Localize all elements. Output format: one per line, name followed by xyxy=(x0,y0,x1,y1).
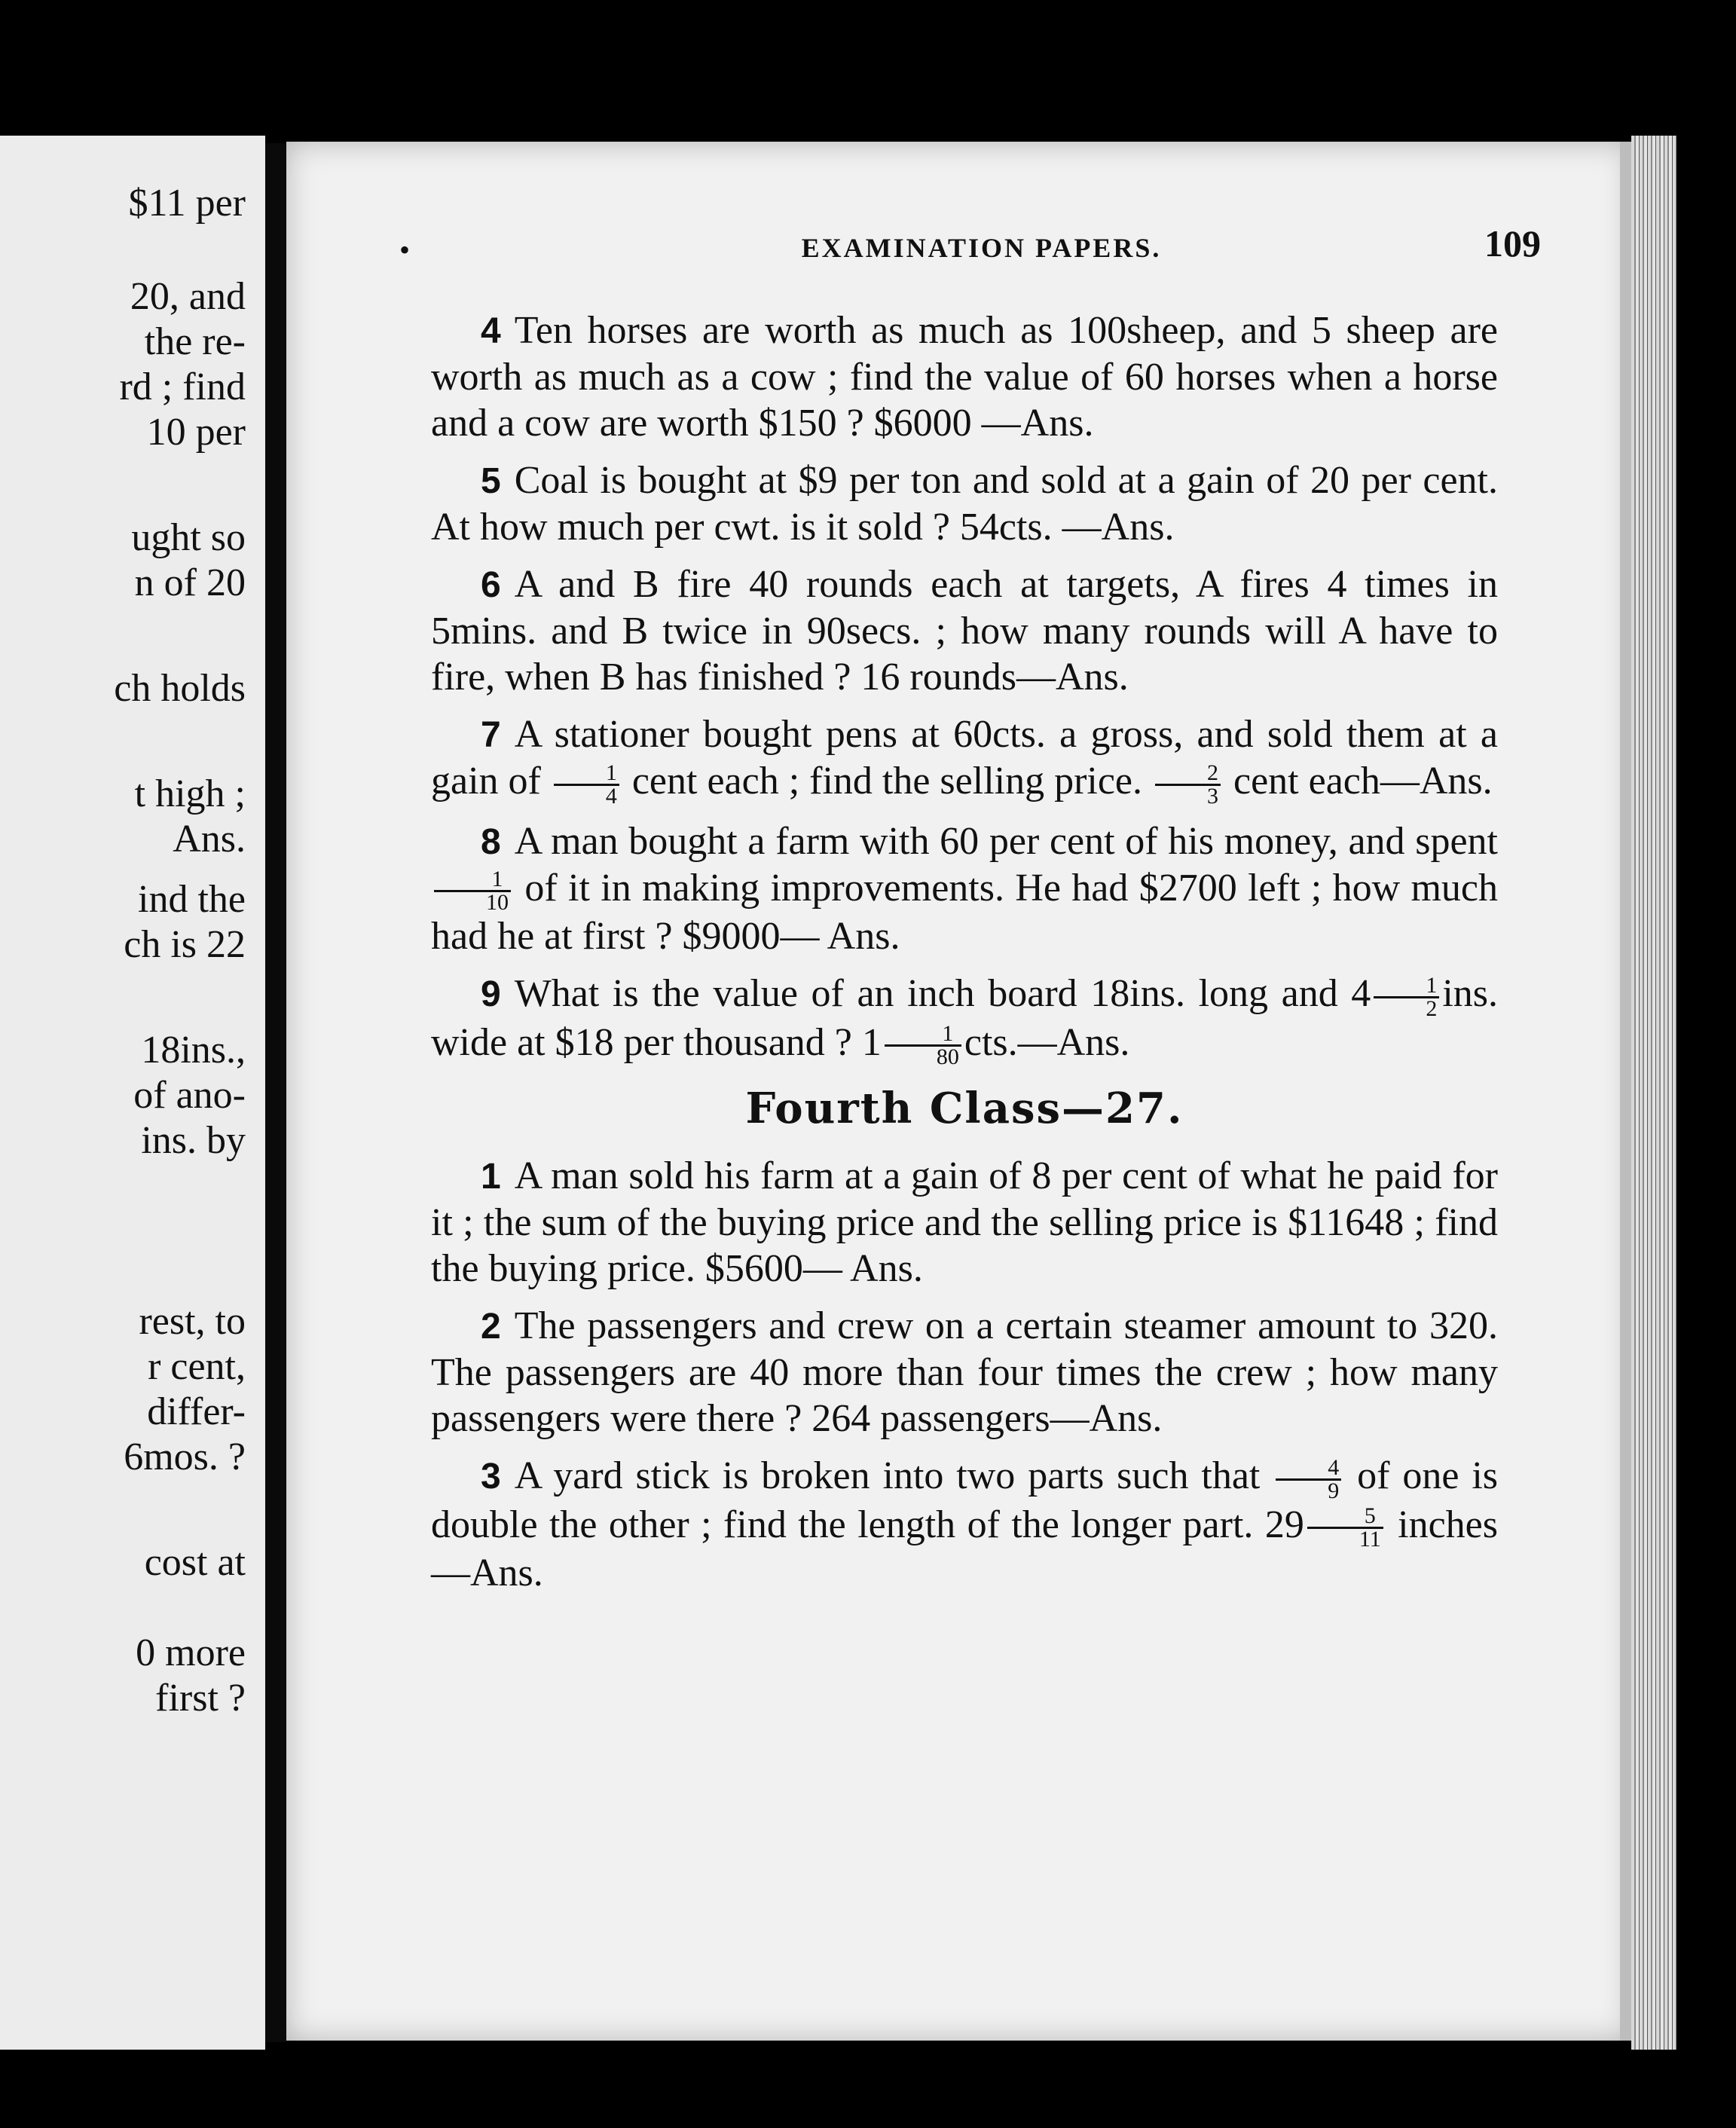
fraction-numerator: 1 xyxy=(434,869,511,892)
left-page-fragment: ind the xyxy=(138,878,246,921)
fraction-numerator: 1 xyxy=(1374,975,1439,998)
problem-text: A man bought a farm with 60 per cent of his money, and spent xyxy=(514,819,1498,863)
fraction xyxy=(554,760,619,809)
problem-b1 xyxy=(431,1153,1498,1292)
left-page-fragment: 0 more xyxy=(136,1631,246,1674)
left-facing-page xyxy=(0,136,265,2050)
problem-text: inches—Ans. xyxy=(431,1503,1498,1595)
header-dot: • xyxy=(399,233,411,267)
left-page-fragment: rd ; find xyxy=(119,365,246,408)
section-heading: Fourth Class—27. xyxy=(745,1084,1184,1134)
fraction-numerator: 1 xyxy=(554,763,619,786)
left-page-fragment: first ? xyxy=(155,1677,246,1720)
fraction-denominator: 4 xyxy=(605,783,617,809)
left-page-fragment: 18ins., xyxy=(141,1029,246,1072)
problem-b3 xyxy=(431,1453,1498,1596)
page-number: 109 xyxy=(1484,222,1541,264)
left-page-fragment: ch holds xyxy=(114,667,246,710)
left-page-fragment: of ano- xyxy=(133,1074,246,1117)
left-page-fragment: 6mos. ? xyxy=(124,1435,246,1478)
problem-5 xyxy=(431,457,1498,550)
left-page-fragment: ught so xyxy=(131,516,246,559)
book-page xyxy=(286,142,1631,2041)
book-gutter xyxy=(265,143,288,2042)
page-stack-edge xyxy=(1631,136,1676,2050)
problem-text: cent each ; find the selling price. xyxy=(631,760,1143,803)
problem-text: Ten horses are worth as much as 100sheep, and 5 sheep are worth as much as a cow ; find the value of 60 horses when a horse and a cow are worth $150 ? $6000 —Ans. xyxy=(431,309,1498,445)
problem-number: 6 xyxy=(481,565,501,605)
problem-4 xyxy=(431,307,1498,446)
fraction-numerator: 4 xyxy=(1276,1457,1341,1481)
problem-text: A and B fire 40 rounds each at targets, A fires 4 times in 5mins. and B twice in 90secs. ; how many rounds will A have to fire, when B has finished ? 16 rounds—Ans. xyxy=(431,563,1498,699)
left-page-fragment: 20, and xyxy=(130,275,246,318)
problem-text: The passengers and crew on a certain steamer amount to 320. The passengers are 40 more than four times the crew ; how many passengers were there ? 264 passengers—Ans. xyxy=(431,1304,1498,1441)
fraction xyxy=(1307,1503,1383,1552)
fraction-denominator: 2 xyxy=(1426,995,1438,1021)
problem-number: 7 xyxy=(481,715,501,755)
fraction xyxy=(1155,760,1221,809)
problem-number: 8 xyxy=(481,821,501,862)
fraction-denominator: 10 xyxy=(486,890,509,916)
problem-number: 5 xyxy=(481,461,501,501)
running-head: EXAMINATION PAPERS. xyxy=(801,233,1162,263)
problem-text: cent each—Ans. xyxy=(1233,760,1493,803)
fraction-denominator: 80 xyxy=(936,1044,959,1070)
left-page-fragment: n of 20 xyxy=(134,561,246,604)
problem-text: cts.—Ans. xyxy=(964,1020,1130,1064)
problem-6 xyxy=(431,561,1498,700)
problem-number: 3 xyxy=(481,1457,501,1497)
left-page-fragment: r cent, xyxy=(148,1345,246,1388)
left-page-fragment: ch is 22 xyxy=(124,923,246,966)
fraction-numerator: 5 xyxy=(1307,1506,1383,1529)
problem-7 xyxy=(431,711,1498,807)
problem-text: A man sold his farm at a gain of 8 per cent of what he paid for it ; the sum of the buying price and the selling price is $11648 ; find the buying price. $5600— Ans. xyxy=(431,1154,1498,1291)
problem-text: A stationer bought pens at 60cts. a gross, and sold them at a gain of xyxy=(431,713,1498,803)
fraction xyxy=(434,867,511,916)
fraction xyxy=(885,1023,961,1068)
problem-text: of one is double the other ; find the length of the longer part. 29 xyxy=(431,1454,1498,1546)
left-page-fragment: $11 per xyxy=(128,182,246,225)
problem-9 xyxy=(431,971,1498,1068)
problem-text: What is the value of an inch board 18ins. long and 4 xyxy=(514,972,1371,1016)
left-page-fragment: t high ; xyxy=(134,772,246,815)
left-page-fragment: Ans. xyxy=(173,818,246,861)
problem-b2 xyxy=(431,1303,1498,1442)
problem-number: 2 xyxy=(481,1307,501,1347)
problem-number: 1 xyxy=(481,1157,501,1197)
problem-text: ins. wide at $18 per thousand ? 1 xyxy=(431,972,1498,1064)
fraction-numerator: 1 xyxy=(885,1023,961,1047)
problem-8 xyxy=(431,818,1498,960)
fraction-numerator: 2 xyxy=(1155,763,1221,786)
left-page-fragment: 10 per xyxy=(146,411,246,454)
fraction xyxy=(1374,972,1439,1021)
problem-number: 9 xyxy=(481,974,501,1015)
problem-text: A yard stick is broken into two parts such that xyxy=(514,1454,1261,1498)
fraction xyxy=(1276,1454,1341,1503)
page-body xyxy=(431,307,1498,1607)
fraction-denominator: 11 xyxy=(1359,1527,1381,1552)
left-page-fragment: cost at xyxy=(144,1541,246,1584)
problem-text: of it in making improvements. He had $2700 left ; how much had he at first ? $9000— Ans. xyxy=(431,866,1499,959)
left-page-fragment: rest, to xyxy=(139,1300,246,1343)
left-page-fragment: the re- xyxy=(144,320,246,363)
fraction-denominator: 9 xyxy=(1328,1478,1340,1503)
page-header xyxy=(286,222,1631,285)
fraction-denominator: 3 xyxy=(1207,783,1219,809)
left-page-fragment: differ- xyxy=(147,1390,246,1433)
left-page-fragment: ins. by xyxy=(141,1119,246,1162)
problem-number: 4 xyxy=(481,311,501,351)
problem-text: Coal is bought at $9 per ton and sold at a gain of 20 per cent. At how much per cwt. is it sold ? 54cts. —Ans. xyxy=(431,459,1498,549)
